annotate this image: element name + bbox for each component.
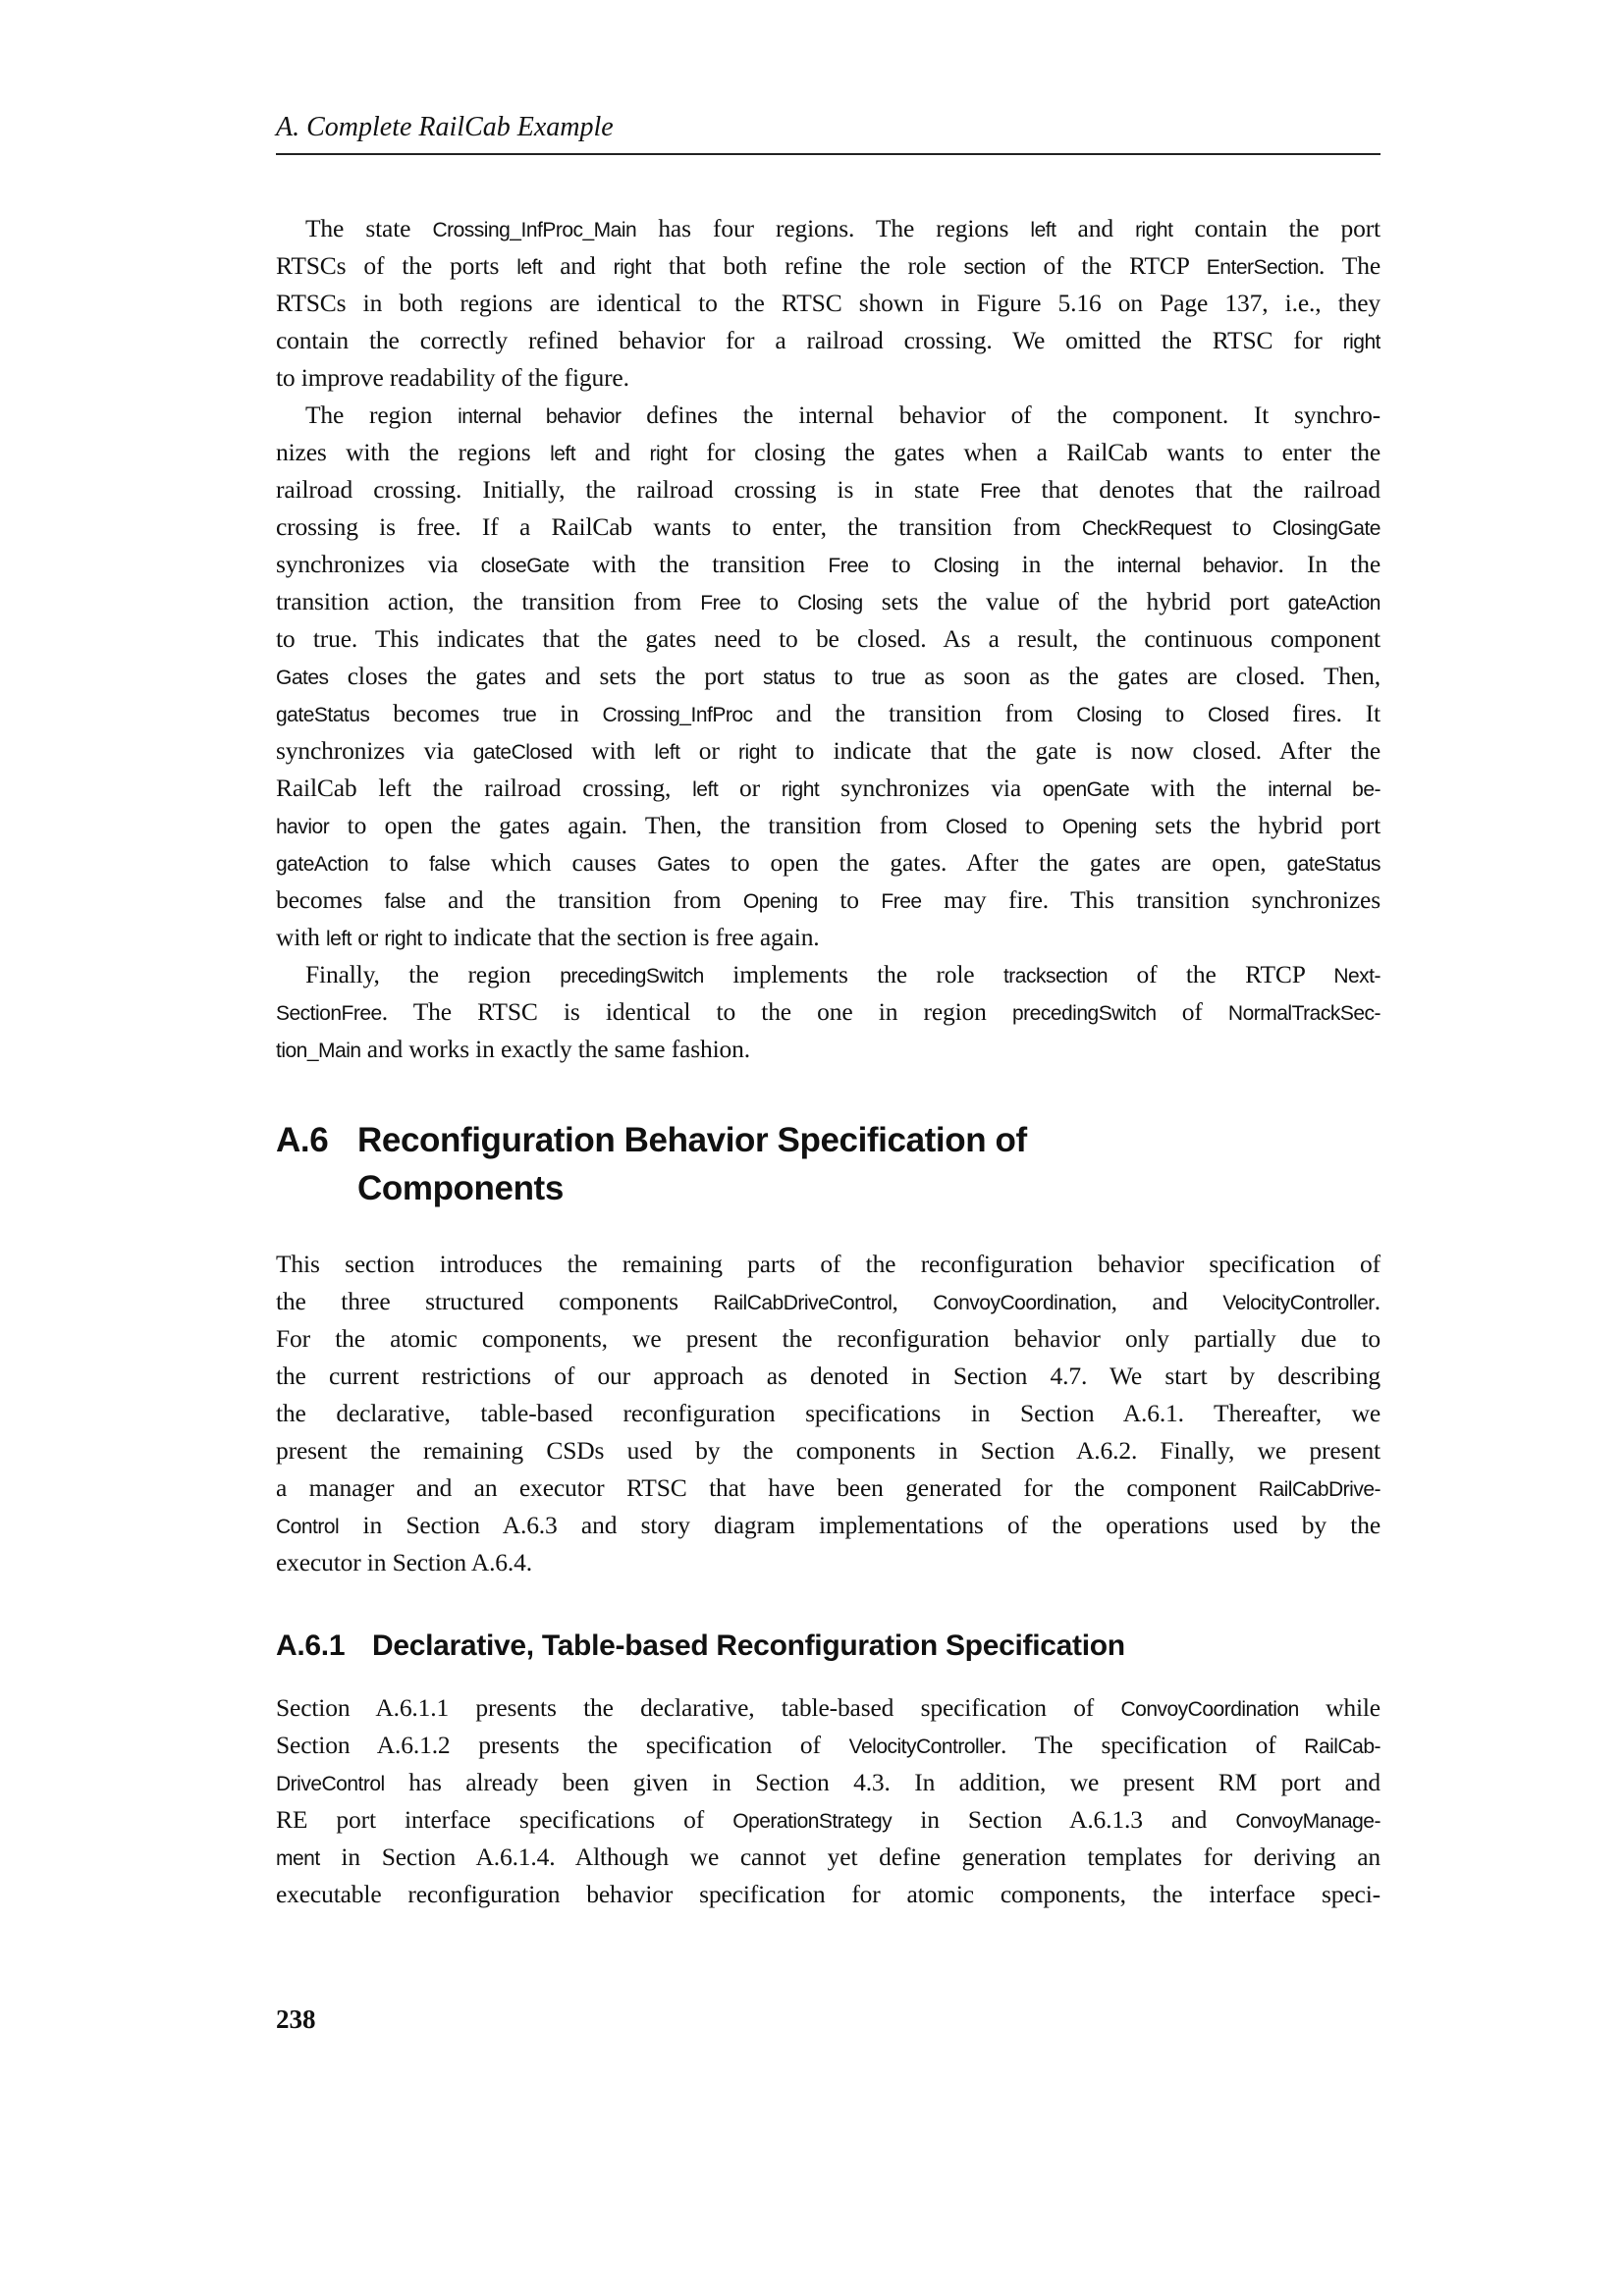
text-line [276,1395,1380,1432]
text-run: sets the value of the hybrid port [862,587,1288,615]
text-run: which causes [469,848,658,877]
identifier-term: precedingSwitch [560,965,704,988]
text-line [276,397,1380,434]
text-run: to indicate that the gate is now closed. After the [776,736,1380,765]
identifier-term: right [781,778,820,801]
text-run: to open the gates. After the gates are open, [709,848,1287,877]
text-line [276,1469,1380,1507]
identifier-term: VelocityController [1222,1292,1375,1314]
text-run: Finally, the region [305,960,561,988]
identifier-term: gateStatus [1286,853,1380,876]
text-line [276,658,1380,695]
identifier-term: NormalTrackSec- [1227,1002,1380,1025]
section-intro-paragraph [276,1246,1380,1581]
text-run: contain the correctly refined behavior for a railroad crossing. We omitted the RTSC for [276,326,1343,354]
text-run: and works in exactly the same fashion. [360,1035,750,1063]
text-run: synchronizes via [276,736,473,765]
text-run: or [351,923,385,951]
text-run: crossing is free. If a RailCab wants to enter, the transition from [276,512,1082,541]
text-line [276,1283,1380,1320]
identifier-term: precedingSwitch [1011,1002,1157,1025]
page-number: 238 [276,2004,316,2034]
identifier-term: Control [276,1516,340,1538]
subsection-number: A.6.1 [276,1629,346,1662]
text-run: to [368,848,429,877]
text-run: in Section A.6.1.4. Although we cannot yet define generation templates for deriving an [319,1842,1380,1871]
text-run: with the transition [568,550,829,578]
text-run: of the RTCP [1025,251,1207,280]
text-run: has already been given in Section 4.3. In addition, we present RM port and [384,1768,1380,1796]
text-run: RTSCs of the ports [276,251,517,280]
running-header: A. Complete RailCab Example [276,112,614,142]
text-run: in Section A.6.1.3 and [892,1805,1236,1834]
text-line [276,471,1380,508]
text-line [276,993,1380,1031]
text-line [276,1432,1380,1469]
section-heading-line2: Components [357,1169,564,1207]
identifier-term: tion_Main [276,1040,361,1062]
text-run: . The RTSC is identical to the one in region [381,997,1012,1026]
text-run: to improve readability of the figure. [276,363,629,392]
text-run: contain the port [1172,214,1380,242]
text-run: present the remaining CSDs used by the components in Section A.6.2. Finally, we present [276,1436,1380,1465]
identifier-term: right [613,256,651,279]
text-line [276,844,1380,881]
text-line [276,546,1380,583]
identifier-term: Closed [1207,704,1270,726]
text-run: executor in Section A.6.4. [276,1548,532,1576]
text-run: and [1056,214,1136,242]
text-run: . The [1319,251,1380,280]
text-line [276,1876,1380,1913]
identifier-term: gateAction [276,853,369,876]
text-run: and the transition from [752,699,1077,727]
text-run: to [1006,811,1062,839]
text-run: in the [999,550,1117,578]
text-run: has four regions. The regions [636,214,1031,242]
text-line [276,732,1380,770]
identifier-term: true [503,704,537,726]
text-run: to [740,587,798,615]
text-run: . The specification of [1001,1731,1305,1759]
identifier-term: RailCabDrive- [1258,1478,1380,1501]
section-title-line1: Reconfiguration Behavior Specification of [357,1121,1027,1159]
text-run: and [575,438,650,466]
text-run: in [536,699,603,727]
identifier-term: Free [700,592,741,614]
text-run: the declarative, table-based reconfiguration specifications in Section A.6.1. Thereafter, we [276,1399,1380,1427]
section-heading [276,1121,1027,1160]
text-run: or [679,736,739,765]
text-line [276,1246,1380,1283]
text-line [276,1689,1380,1727]
text-run: the current restrictions of our approach as denoted in Section 4.7. We start by describing [276,1362,1380,1390]
identifier-term: section [963,256,1026,279]
identifier-term: Crossing_InfProc [602,704,753,726]
identifier-term: right [649,443,687,465]
text-line [276,359,1380,397]
text-line [276,1764,1380,1801]
identifier-term: status [762,667,815,689]
text-run: implements the role [703,960,1003,988]
identifier-term: internal behavior [1116,555,1278,577]
text-line [276,1839,1380,1876]
text-run: executable reconfiguration behavior specification for atomic components, the interface speci- [276,1880,1380,1908]
text-line [276,956,1380,993]
text-line [276,807,1380,844]
text-run: to [1211,512,1272,541]
text-run: , and [1110,1287,1223,1315]
identifier-term: RailCab- [1304,1735,1380,1758]
text-run: Section A.6.1.2 presents the specification of [276,1731,849,1759]
text-run: The region [305,400,459,429]
text-run: the three structured components [276,1287,714,1315]
text-run: to open the gates again. Then, the transition from [329,811,947,839]
identifier-term: ment [276,1847,320,1870]
identifier-term: Opening [1061,816,1137,838]
text-run: transition action, the transition from [276,587,701,615]
identifier-term: openGate [1042,778,1130,801]
text-run: This section introduces the remaining parts of the reconfiguration behavior specification of [276,1250,1380,1278]
identifier-term: closeGate [480,555,569,577]
text-run: in Section A.6.3 and story diagram implementations of the operations used by the [339,1511,1380,1539]
text-run: becomes [369,699,504,727]
identifier-term: RailCabDriveControl [713,1292,893,1314]
identifier-term: true [871,667,906,689]
identifier-term: right [738,741,777,764]
text-line [276,285,1380,322]
text-line [276,1801,1380,1839]
section-number: A.6 [276,1121,329,1159]
text-run: to [814,662,872,690]
text-run: defines the internal behavior of the component. It synchro- [621,400,1380,429]
identifier-term: left [654,741,680,764]
text-run: synchronizes via [276,550,481,578]
text-run: The state [305,214,433,242]
identifier-term: Gates [276,667,329,689]
identifier-term: internal be- [1268,778,1380,801]
text-run: while [1298,1693,1380,1722]
subsection-title: Declarative, Table-based Reconfiguration Specification [372,1629,1125,1662]
text-run: to [868,550,934,578]
text-run: For the atomic components, we present the reconfiguration behavior only partially due to [276,1324,1380,1353]
text-line [276,1320,1380,1358]
identifier-term: gateClosed [472,741,572,764]
identifier-term: OperationStrategy [732,1810,893,1833]
text-line [276,919,1380,956]
identifier-term: right [1135,219,1173,241]
text-run: a manager and an executor RTSC that have been generated for the component [276,1473,1259,1502]
text-line [276,434,1380,471]
identifier-term: left [516,256,543,279]
identifier-term: ConvoyCoordination [933,1292,1111,1314]
identifier-term: Gates [657,853,710,876]
identifier-term: left [692,778,719,801]
identifier-term: DriveControl [276,1773,385,1795]
text-run: to true. This indicates that the gates need to be closed. As a result, the continuous component [276,624,1380,653]
identifier-term: internal behavior [458,405,622,428]
text-run: nizes with the regions [276,438,551,466]
text-line [276,1727,1380,1764]
identifier-term: SectionFree [276,1002,382,1025]
text-run: and the transition from [425,885,743,914]
identifier-term: Free [980,480,1021,503]
text-line [276,1507,1380,1544]
text-run: , [892,1287,934,1315]
identifier-term: tracksection [1002,965,1109,988]
identifier-term: left [325,928,352,950]
text-line [276,322,1380,359]
identifier-term: gateStatus [276,704,370,726]
identifier-term: Free [828,555,869,577]
text-line [276,770,1380,807]
text-line [276,247,1380,285]
text-line [276,1358,1380,1395]
identifier-term: Closing [933,555,1000,577]
identifier-term: right [384,928,422,950]
identifier-term: Free [881,890,922,913]
header-rule [276,153,1380,155]
text-line [276,1031,1380,1068]
text-run: to [1141,699,1208,727]
text-run: railroad crossing. Initially, the railroad crossing is in state [276,475,981,504]
text-run: or [718,774,782,802]
identifier-term: false [384,890,426,913]
identifier-term: Next- [1333,965,1380,988]
identifier-term: CheckRequest [1081,517,1212,540]
text-run: as soon as the gates are closed. Then, [905,662,1380,690]
identifier-term: left [1030,219,1056,241]
text-run: may fire. This transition synchronizes [921,885,1380,914]
text-run: sets the hybrid port [1136,811,1380,839]
text-run: . [1374,1287,1380,1315]
text-run: synchronizes via [819,774,1043,802]
identifier-term: Crossing_InfProc_Main [432,219,637,241]
identifier-term: ConvoyCoordination [1120,1698,1299,1721]
text-run: with the [1129,774,1269,802]
identifier-term: Closing [1076,704,1142,726]
text-run: RTSCs in both regions are identical to the RTSC shown in Figure 5.16 on Page 137, i.e., they [276,289,1380,317]
text-run: with [571,736,655,765]
text-run: that both refine the role [650,251,964,280]
subsection-paragraph [276,1689,1380,1913]
text-run: with [276,923,326,951]
text-line [276,695,1380,732]
text-run: becomes [276,885,385,914]
text-run: to [817,885,882,914]
body-text-paragraphs [276,210,1380,1068]
identifier-term: gateAction [1287,592,1380,614]
text-line [276,881,1380,919]
text-run: fires. It [1269,699,1380,727]
text-run: and [542,251,614,280]
text-run: RE port interface specifications of [276,1805,733,1834]
text-run: of the RTCP [1108,960,1334,988]
text-run: RailCab left the railroad crossing, [276,774,693,802]
text-run: . In the [1277,550,1380,578]
identifier-term: ClosingGate [1272,517,1380,540]
text-line [276,583,1380,620]
text-run: Section A.6.1.1 presents the declarative, table-based specification of [276,1693,1121,1722]
text-run: for closing the gates when a RailCab wants to enter the [686,438,1380,466]
identifier-term: left [550,443,576,465]
identifier-term: ConvoyManage- [1235,1810,1380,1833]
text-line [276,210,1380,247]
text-line [276,1544,1380,1581]
text-run: that denotes that the railroad [1020,475,1380,504]
text-line [276,508,1380,546]
identifier-term: right [1342,331,1380,353]
text-run: of [1156,997,1228,1026]
text-run: to indicate that the section is free again. [421,923,820,951]
identifier-term: havior [276,816,330,838]
identifier-term: Opening [742,890,818,913]
identifier-term: VelocityController [848,1735,1001,1758]
text-line [276,620,1380,658]
text-run: closes the gates and sets the port [328,662,763,690]
identifier-term: Closed [946,816,1007,838]
identifier-term: false [428,853,470,876]
subsection-heading [276,1629,1125,1663]
identifier-term: Closing [797,592,863,614]
identifier-term: EnterSection [1206,256,1320,279]
